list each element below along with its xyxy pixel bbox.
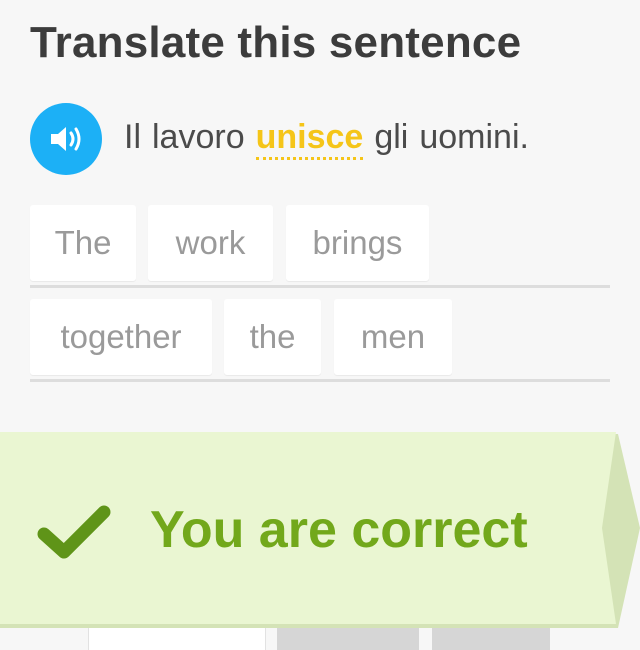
word-bank-row — [30, 299, 610, 382]
prompt-word: gli — [374, 117, 409, 156]
prompt-word: Il — [124, 117, 141, 156]
prompt-word: uomini. — [419, 117, 529, 156]
hint-word[interactable]: unisce — [256, 118, 364, 160]
prompt-word: lavoro — [152, 117, 245, 156]
speaker-icon — [48, 124, 84, 154]
word-tile[interactable]: work — [148, 205, 273, 281]
word-tile[interactable]: men — [334, 299, 452, 375]
word-bank-row — [30, 205, 610, 288]
check-icon — [36, 502, 112, 562]
feedback-message: You are correct — [150, 501, 528, 559]
word-tile[interactable]: brings — [286, 205, 429, 281]
word-tile[interactable]: the — [224, 299, 321, 375]
prompt-row — [30, 103, 529, 175]
prompt-sentence — [124, 118, 529, 160]
word-tile[interactable]: together — [30, 299, 212, 375]
word-tile[interactable]: The — [30, 205, 136, 281]
play-audio-button[interactable] — [30, 103, 102, 175]
page-title: Translate this sentence — [30, 18, 522, 67]
